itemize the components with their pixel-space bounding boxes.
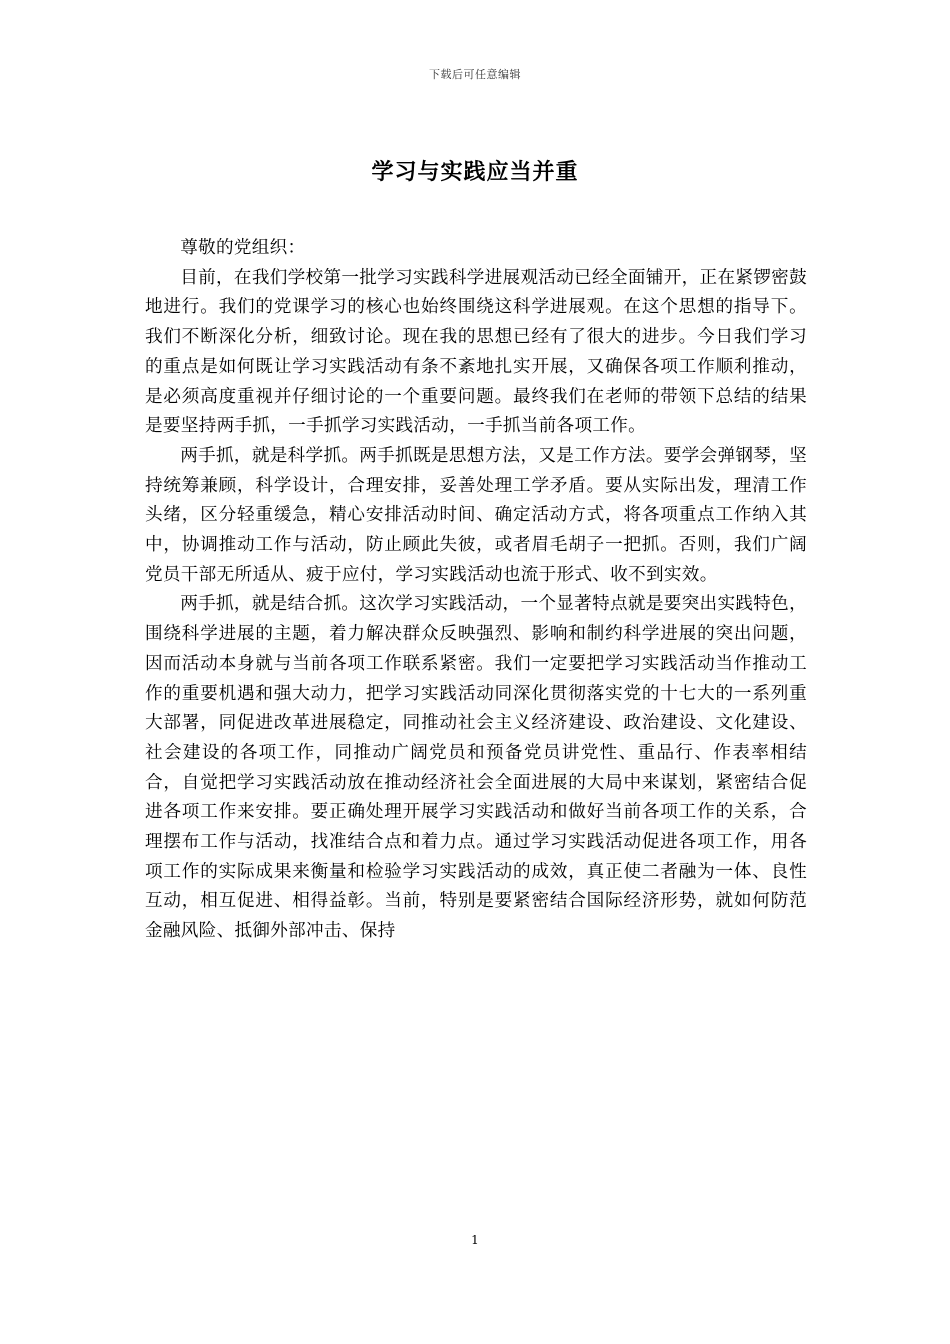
page-number: 1 [471, 1233, 479, 1247]
document-body [145, 234, 807, 947]
body-paragraph: 两手抓，就是结合抓。这次学习实践活动，一个显著特点就是要突出实践特色，围绕科学进展的主题，着力解决群众反映强烈、影响和制约科学进展的突出问题，因而活动本身就与当前各项工作联系紧密。我们一定要把学习实践活动当作推动工作的重要机遇和强大动力，把学习实践活动同深化贯彻落实党的十七大的一系列重大部署，同促进改革进展稳定，同推动社会主义经济建设、政治建设、文化建设、社会建设的各项工作，同推动广阔党员和预备党员讲党性、重品行、作表率相结合，自觉把学习实践活动放在推动经济社会全面进展的大局中来谋划，紧密结合促进各项工作来安排。要正确处理开展学习实践活动和做好当前各项工作的关系，合理摆布工作与活动，找准结合点和着力点。通过学习实践活动促进各项工作，用各项工作的实际成果来衡量和检验学习实践活动的成效，真正使二者融为一体、良性互动，相互促进、相得益彰。当前，特别是要紧密结合国际经济形势，就如何防范金融风险、抵御外部冲击、保持 [145, 594, 807, 942]
body-paragraph: 两手抓，就是科学抓。两手抓既是思想方法，又是工作方法。要学会弹钢琴，坚持统筹兼顾，科学设计，合理安排，妥善处理工学矛盾。要从实际出发，理清工作头绪，区分轻重缓急，精心安排活动时间、确定活动方式，将各项重点工作纳入其中，协调推动工作与活动，防止顾此失彼，或者眉毛胡子一把抓。否则，我们广阔党员干部无所适从、疲于应付，学习实践活动也流于形式、收不到实效。 [145, 445, 807, 585]
body-paragraph: 目前，在我们学校第一批学习实践科学进展观活动已经全面铺开，正在紧锣密鼓地进行。我们的党课学习的核心也始终围绕这科学进展观。在这个思想的指导下。我们不断深化分析，细致讨论。现在我的思想已经有了很大的进步。今日我们学习的重点是如何既让学习实践活动有条不紊地扎实开展，又确保各项工作顺利推动，是必须高度重视并仔细讨论的一个重要问题。最终我们在老师的带领下总结的结果是要坚持两手抓，一手抓学习实践活动，一手抓当前各项工作。 [145, 267, 807, 437]
salutation: 尊敬的党组织： [180, 238, 306, 258]
page-header-note: 下载后可任意编辑 [429, 68, 521, 81]
document-title: 学习与实践应当并重 [371, 159, 579, 185]
